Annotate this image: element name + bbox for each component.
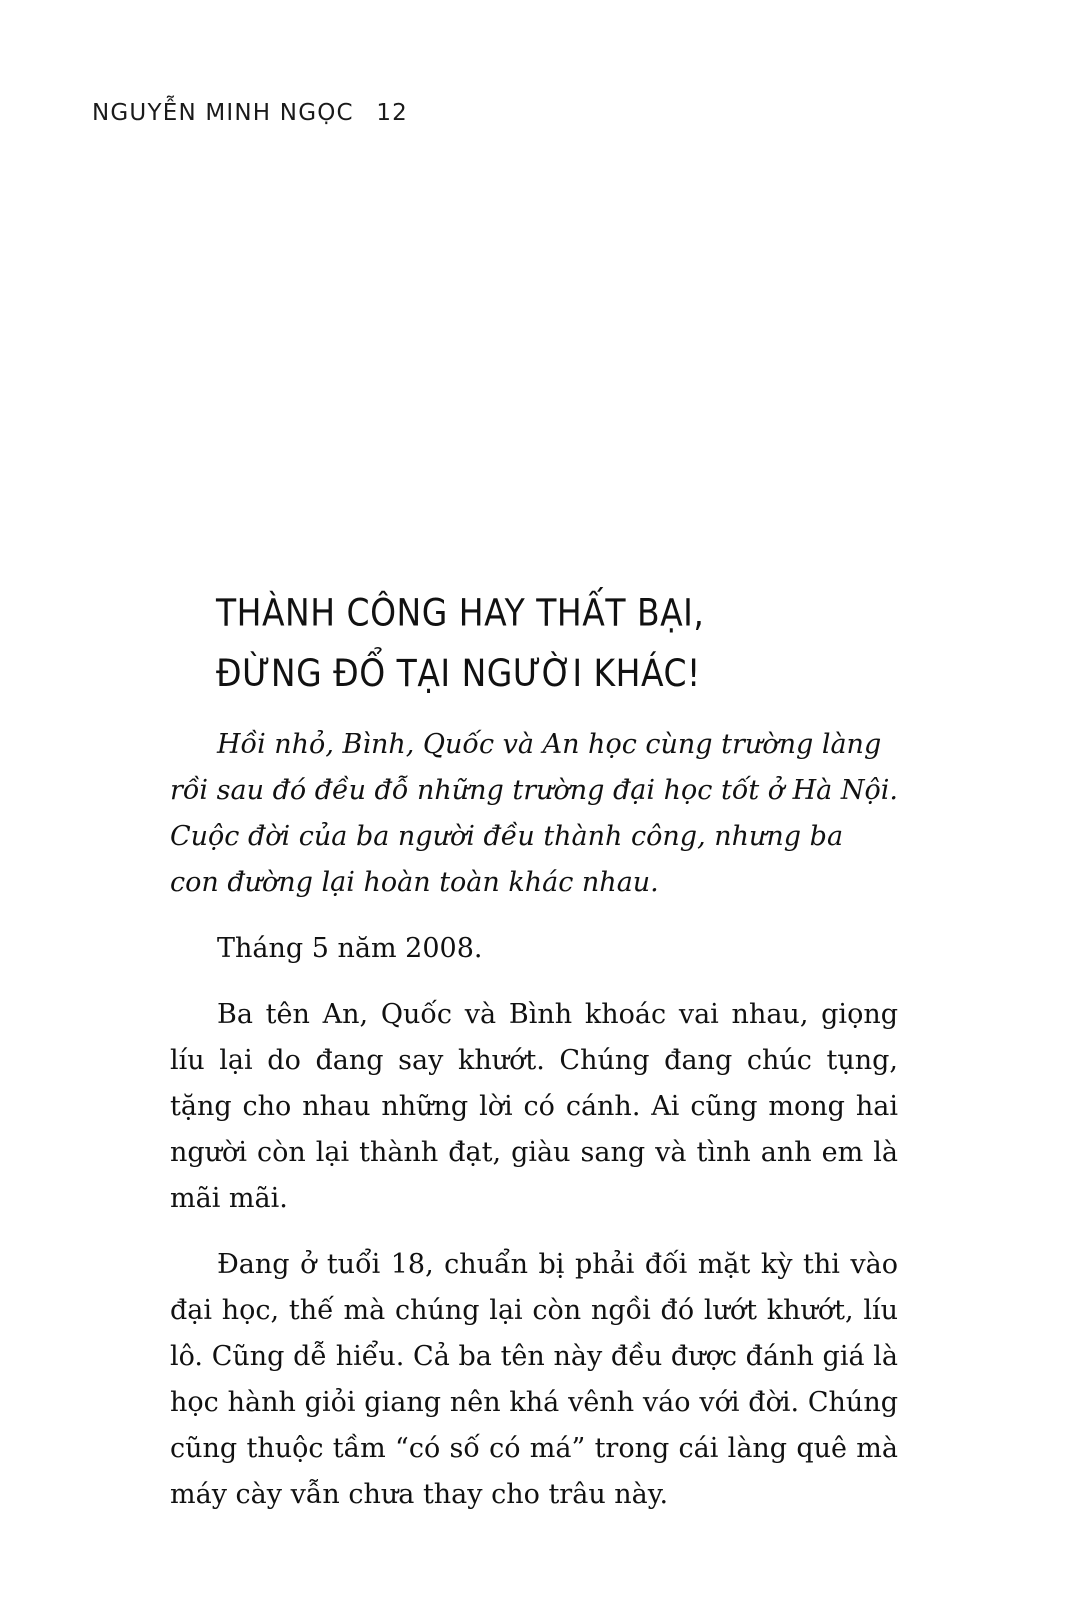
chapter-title-line-1: THÀNH CÔNG HAY THẤT BẠI, xyxy=(216,590,705,635)
body-text xyxy=(170,722,898,1538)
chapter-title xyxy=(216,583,704,704)
body-paragraph-3: Đang ở tuổi 18, chuẩn bị phải đối mặt kỳ thi vào đại học, thế mà chúng lại còn ngồi đó lướt khướt, líu lô. Cũng dễ hiểu. Cả ba tên này đều được đánh giá là học hành giỏi giang nên khá vênh váo với đời. Chúng cũng thuộc tầm “có số có má” trong cái làng quê mà máy cày vẫn chưa thay cho trâu này. xyxy=(170,1249,898,1510)
body-paragraph-2: Ba tên An, Quốc và Bình khoác vai nhau, giọng líu lại do đang say khướt. Chúng đang chúc tụng, tặng cho nhau những lời có cánh. Ai cũng mong hai người còn lại thành đạt, giàu sang và tình anh em là mãi mãi. xyxy=(170,999,898,1214)
body-paragraph-date: Tháng 5 năm 2008. xyxy=(217,933,483,964)
page-number: 12 xyxy=(376,100,408,126)
author-name: NGUYỄN MINH NGỌC xyxy=(92,100,354,126)
running-header xyxy=(92,100,408,126)
chapter-title-line-2: ĐỪNG ĐỔ TẠI NGƯỜI KHÁC! xyxy=(216,651,701,695)
intro-paragraph: Hồi nhỏ, Bình, Quốc và An học cùng trường làng rồi sau đó đều đỗ những trường đại học tốt ở Hà Nội. Cuộc đời của ba người đều thành công, nhưng ba con đường lại hoàn toàn khác nhau. xyxy=(170,729,898,898)
